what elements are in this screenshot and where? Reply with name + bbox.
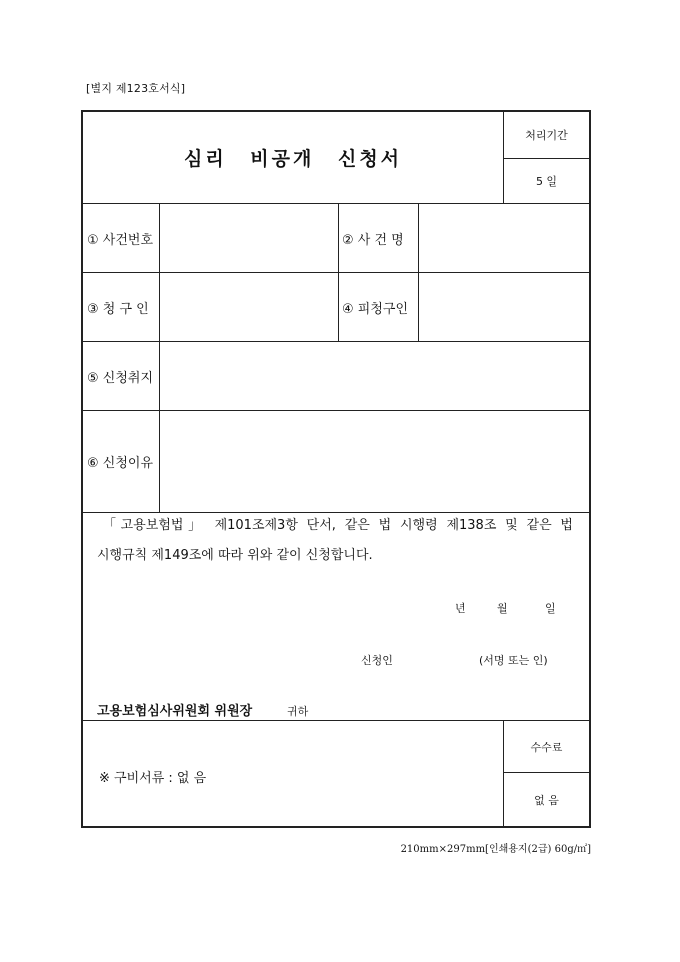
applicant-label: 신청인 bbox=[361, 654, 393, 667]
purpose-input[interactable] bbox=[160, 342, 589, 410]
case-name-label: ② 사 건 명 bbox=[342, 232, 404, 248]
statement-line-1: 「고용보험법」 제101조제3항 단서, 같은 법 시행령 제138조 및 같은 법 bbox=[103, 518, 573, 533]
processing-period-value: 5 일 bbox=[535, 175, 558, 188]
case-number-input[interactable] bbox=[160, 204, 338, 272]
respondent-label: ④ 피청구인 bbox=[342, 301, 409, 317]
addressee-name: 고용보험심사위원회 위원장 bbox=[97, 704, 253, 719]
claimant-input[interactable] bbox=[160, 273, 338, 341]
respondent-input[interactable] bbox=[419, 273, 589, 341]
date-month: 월 bbox=[497, 602, 508, 615]
date-year: 년 bbox=[455, 602, 466, 615]
signature-note: (서명 또는 인) bbox=[479, 654, 548, 667]
fee-value: 없 음 bbox=[534, 793, 559, 807]
fee-label: 수수료 bbox=[530, 740, 563, 754]
reason-input[interactable] bbox=[160, 411, 589, 512]
case-name-input[interactable] bbox=[419, 204, 589, 272]
processing-period-label: 처리기간 bbox=[525, 129, 568, 142]
form-title: 심리 비공개 신청서 bbox=[183, 148, 403, 170]
statement-line-2: 시행규칙 제149조에 따라 위와 같이 신청합니다. bbox=[97, 548, 373, 563]
form-number-label: [별지 제123호서식] bbox=[86, 82, 186, 95]
purpose-label: ⑤ 신청취지 bbox=[87, 370, 154, 386]
application-form bbox=[81, 110, 591, 828]
paper-spec-note: 210mm×297mm[인쇄용지(2급) 60g/㎡] bbox=[400, 844, 591, 855]
claimant-label: ③ 청 구 인 bbox=[87, 301, 149, 317]
addressee-honorific: 귀하 bbox=[287, 705, 309, 718]
case-number-label: ① 사건번호 bbox=[87, 232, 154, 248]
reason-label: ⑥ 신청이유 bbox=[87, 456, 154, 471]
required-documents-note: ※ 구비서류 : 없 음 bbox=[99, 771, 207, 786]
date-day: 일 bbox=[545, 602, 556, 615]
